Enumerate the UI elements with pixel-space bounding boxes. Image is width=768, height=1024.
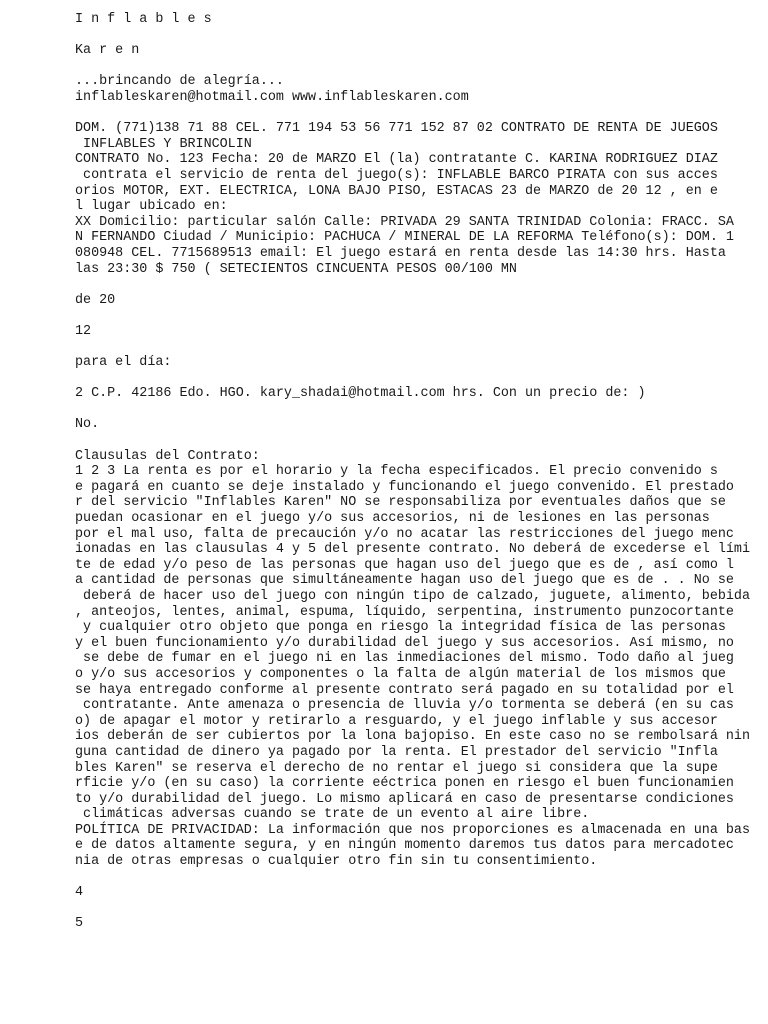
clause-line: contratante. Ante amenaza o presencia de lluvia y/o tormenta se deberá (en su cas [75, 698, 734, 714]
brand-name: Ka r e n [75, 43, 140, 59]
fragment-de-20: de 20 [75, 292, 116, 308]
spacer [75, 106, 755, 122]
clause-line: ios deberán de ser cubiertos por la lona bajopiso. En este caso no se rembolsará nin [75, 729, 750, 745]
spacer [75, 901, 755, 917]
contract-line: contrata el servicio de renta del juego(s): INFLABLE BARCO PIRATA con sus acces [75, 167, 718, 183]
clause-line: por el mal uso, falta de precaución y/o no acatar las restricciones del juego menc [75, 526, 734, 542]
clause-line: guna cantidad de dinero ya pagado por la renta. El prestador del servicio "Infla [75, 744, 718, 760]
contract-block [75, 121, 755, 277]
spacer [75, 371, 755, 387]
fragment-cp-line: 2 C.P. 42186 Edo. HGO. kary_shadai@hotmail.com hrs. Con un precio de: ) [75, 386, 646, 402]
clauses-block [75, 464, 755, 869]
contract-line: orios MOTOR, EXT. ELECTRICA, LONA BAJO PISO, ESTACAS 23 de MARZO de 20 12 , en e [75, 183, 718, 199]
clause-line: puedan ocasionar en el juego y/o sus accesorios, ni de lesiones en las personas [75, 511, 710, 526]
clause-line: se debe de fumar en el juego ni en las inmediaciones del mismo. Todo daño al jueg [75, 651, 734, 667]
clause-line: to y/o durabilidad del juego. Lo mismo aplicará en caso de presentarse condiciones [75, 791, 734, 807]
slogan: ...brincando de alegría... [75, 74, 284, 90]
clause-line: e pagará en cuanto se deje instalado y funcionando el juego convenido. El prestado [75, 479, 734, 495]
clause-line: ionadas en las clausulas 4 y 5 del presente contrato. No deberá de excederse el lími [75, 542, 750, 558]
spacer [75, 59, 755, 75]
clause-line: o) de apagar el motor y retirarlo a resguardo, y el juego inflable y sus accesor [75, 713, 718, 729]
contract-line: 080948 CEL. 7715689513 email: El juego estará en renta desde las 14:30 hrs. Hasta [75, 245, 726, 261]
page-number-4: 4 [75, 885, 84, 901]
clauses-title: Clausulas del Contrato: [75, 448, 260, 464]
clause-line: nia de otras empresas o cualquier otro fin sin tu consentimiento. [75, 854, 598, 870]
clause-line: o y/o sus accesorios y componentes o la falta de algún material de los mismos que [75, 666, 726, 682]
clause-line: a cantidad de personas que simultáneamente hagan uso del juego que es de . . No se [75, 573, 734, 589]
clause-line: bles Karen" se reserva el derecho de no rentar el juego si considera que la supe [75, 760, 718, 776]
contract-line: N FERNANDO Ciudad / Municipio: PACHUCA / MINERAL DE LA REFORMA Teléfono(s): DOM. 1 [75, 230, 734, 246]
document-page [75, 12, 755, 932]
spacer [75, 277, 755, 293]
clause-line: rficie y/o (en su caso) la corriente eéctrica ponen en riesgo el buen funcionamien [75, 776, 734, 792]
contract-line: l lugar ubicado en: [75, 199, 228, 215]
page-number-5: 5 [75, 916, 84, 932]
contract-line: DOM. (771)138 71 88 CEL. 771 194 53 56 771 152 87 02 CONTRATO DE RENTA DE JUEGOS [75, 121, 718, 137]
contract-line: INFLABLES Y BRINCOLIN [75, 136, 252, 152]
spacer [75, 308, 755, 324]
clause-line: y el buen funcionamiento y/o durabilidad del juego y sus accesorios. Así mismo, no [75, 635, 734, 651]
clause-line: se haya entregado conforme al presente contrato será pagado en su totalidad por el [75, 682, 734, 698]
fragment-no: No. [75, 417, 100, 433]
spacer [75, 870, 755, 886]
contract-line: CONTRATO No. 123 Fecha: 20 de MARZO El (la) contratante C. KARINA RODRIGUEZ DIAZ [75, 152, 718, 168]
contact-line: inflableskaren@hotmail.com www.inflableskaren.com [75, 89, 469, 105]
brand-title: I n f l a b l e s [75, 12, 212, 27]
spacer [75, 402, 755, 418]
clause-line: , anteojos, lentes, animal, espuma, líquido, serpentina, instrumento punzocortante [75, 604, 734, 620]
spacer [75, 339, 755, 355]
fragment-para-el-dia: para el día: [75, 355, 172, 371]
clause-line: y cualquier otro objeto que ponga en riesgo la integridad física de las personas [75, 620, 726, 636]
clause-line: POLÍTICA DE PRIVACIDAD: La información que nos proporciones es almacenada en una bas [75, 822, 750, 838]
clause-line: deberá de hacer uso del juego con ningún tipo de calzado, juguete, alimento, bebida [75, 588, 750, 604]
clause-line: e de datos altamente segura, y en ningún momento daremos tus datos para mercadotec [75, 838, 734, 854]
fragment-12: 12 [75, 323, 92, 339]
clause-line: 1 2 3 La renta es por el horario y la fecha especificados. El precio convenido s [75, 464, 718, 480]
spacer [75, 433, 755, 449]
contract-line: XX Domicilio: particular salón Calle: PRIVADA 29 SANTA TRINIDAD Colonia: FRACC. SA [75, 214, 734, 230]
contract-line: las 23:30 $ 750 ( SETECIENTOS CINCUENTA PESOS 00/100 MN [75, 261, 517, 277]
spacer [75, 28, 755, 44]
clause-line: climáticas adversas cuando se trate de un evento al aire libre. [75, 807, 590, 823]
clause-line: r del servicio "Inflables Karen" NO se responsabiliza por eventuales daños que se [75, 495, 726, 511]
clause-line: te de edad y/o peso de las personas que hagan uso del juego que es de , así como l [75, 557, 734, 573]
